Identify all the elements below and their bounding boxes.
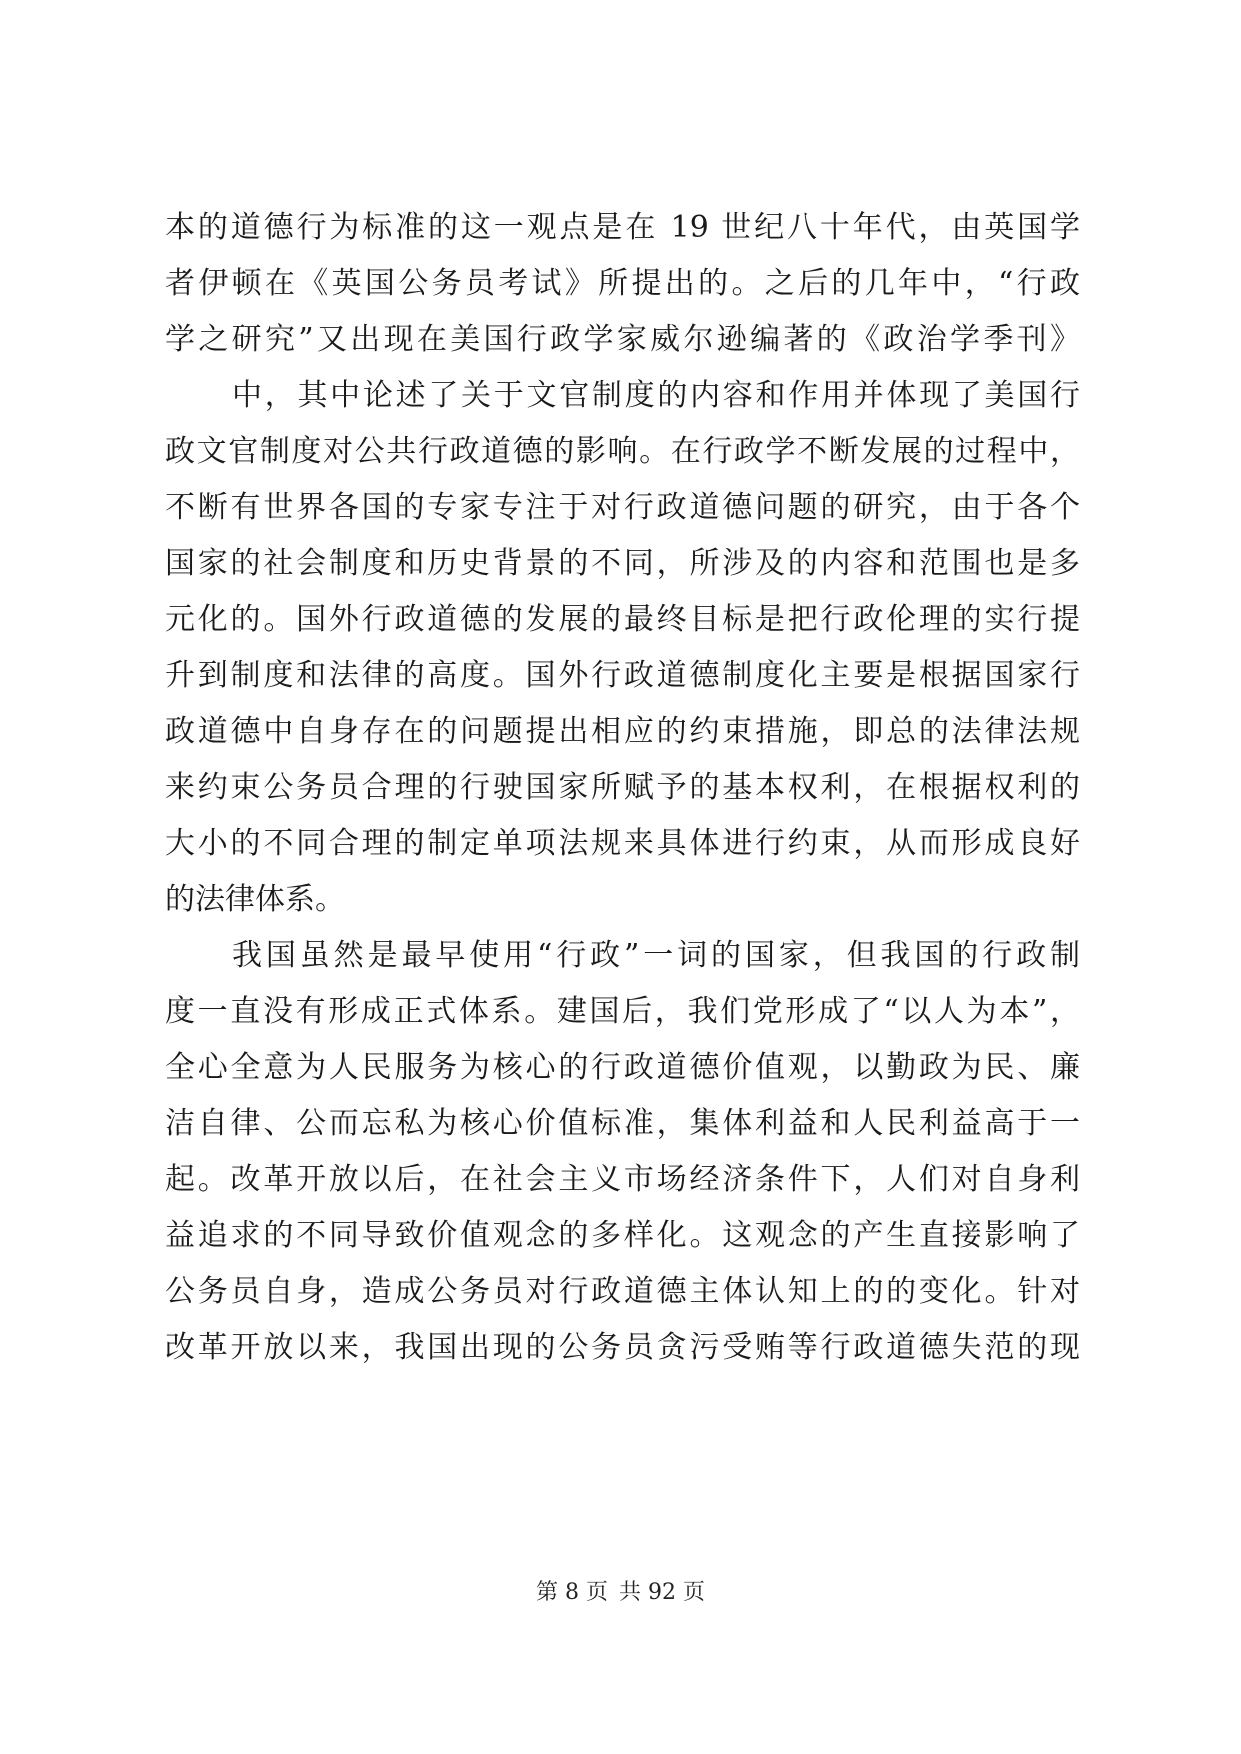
text-line: 洁自律、公而忘私为核心价值标准，集体利益和人民利益高于一: [165, 1106, 1080, 1141]
text-line: 者伊顿在《英国公务员考试》所提出的。之后的几年中，“行政: [165, 266, 1080, 301]
text-line: 大小的不同合理的制定单项法规来具体进行约束，从而形成良好: [165, 826, 1080, 861]
text-line: 公务员自身，造成公务员对行政道德主体认知上的的变化。针对: [165, 1274, 1080, 1309]
text-line: 我国虽然是最早使用“行政”一词的国家，但我国的行政制: [232, 938, 1080, 973]
text-line: 不断有世界各国的专家专注于对行政道德问题的研究，由于各个: [165, 490, 1080, 525]
text-line: 中，其中论述了关于文官制度的内容和作用并体现了美国行: [232, 378, 1080, 413]
text-line: 改革开放以来，我国出现的公务员贪污受贿等行政道德失范的现: [165, 1330, 1080, 1365]
text-line: 政道德中自身存在的问题提出相应的约束措施，即总的法律法规: [165, 714, 1080, 749]
text-line: 起。改革开放以后，在社会主义市场经济条件下，人们对自身利: [165, 1162, 1080, 1197]
page-total: 共 92 页: [619, 1580, 705, 1605]
text-line: 学之研究”又出现在美国行政学家威尔逊编著的《政治学季刊》: [165, 322, 1080, 357]
page-footer: [0, 1578, 1241, 1608]
text-line: 国家的社会制度和历史背景的不同，所涉及的内容和范围也是多: [165, 546, 1080, 581]
text-line: 全心全意为人民服务为核心的行政道德价值观，以勤政为民、廉: [165, 1050, 1080, 1085]
text-line: 升到制度和法律的高度。国外行政道德制度化主要是根据国家行: [165, 658, 1080, 693]
page-number: 第 8 页: [536, 1580, 608, 1605]
text-line: 的法律体系。: [165, 882, 345, 917]
text-line: 益追求的不同导致价值观念的多样化。这观念的产生直接影响了: [165, 1218, 1080, 1253]
text-line: 来约束公务员合理的行驶国家所赋予的基本权利，在根据权利的: [165, 770, 1080, 805]
text-line: 元化的。国外行政道德的发展的最终目标是把行政伦理的实行提: [165, 602, 1080, 637]
text-line: 政文官制度对公共行政道德的影响。在行政学不断发展的过程中，: [165, 434, 1080, 469]
text-line: 本的道德行为标准的这一观点是在 19 世纪八十年代，由英国学: [165, 210, 1080, 245]
text-line: 度一直没有形成正式体系。建国后，我们党形成了“以人为本”，: [165, 994, 1080, 1029]
